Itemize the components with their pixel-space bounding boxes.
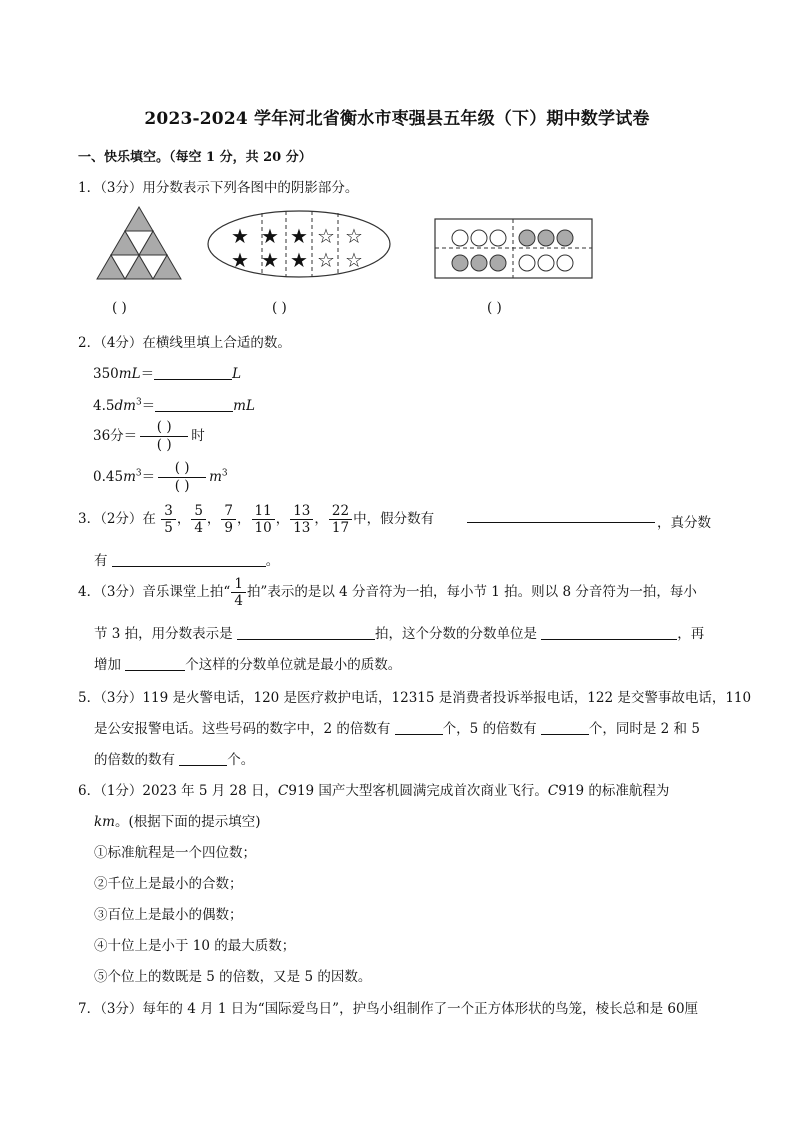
hint-3: ③百位上是最小的偶数； bbox=[94, 907, 243, 923]
hint-4: ④十位上是小于 10 的最大质数； bbox=[94, 938, 296, 954]
circle-shaded bbox=[538, 230, 554, 246]
answer-blank[interactable] bbox=[179, 751, 227, 766]
star-filled-icon: ★ bbox=[290, 224, 308, 248]
fraction: $\frac{7}{9}$ bbox=[221, 503, 236, 536]
circle-shaded bbox=[490, 255, 506, 271]
q5-line-2: 是公安报警电话。这些号码的数字中，2 的倍数有 个，5 的倍数有 个，同时是 2 和 5 bbox=[94, 721, 700, 737]
fraction: $\frac{22}{17}$ bbox=[329, 503, 352, 536]
hint-2: ②千位上是最小的合数； bbox=[94, 876, 243, 892]
q4-line-3: 增加 个这样的分数单位就是最小的质数。 bbox=[94, 657, 402, 673]
question-6: 6．（1分）2023 年 5 月 28 日，C919 国产大型客机圆满完成首次商业飞行。C919 的标准航程为 bbox=[78, 783, 670, 799]
q3-tail: ，真分数 bbox=[657, 515, 711, 531]
circle-empty bbox=[490, 230, 506, 246]
star-filled-icon: ★ bbox=[261, 224, 279, 248]
answer-blank[interactable] bbox=[154, 365, 232, 380]
section-heading: 一、快乐填空。（每空 1 分，共 20 分） bbox=[78, 150, 312, 165]
circle-empty bbox=[557, 255, 573, 271]
answer-blank[interactable] bbox=[237, 625, 375, 640]
question-3: 3．（2分）在 $\frac{3}{5}$ ， $\frac{5}{4}$ ， $\frac{7}{9}$ ， $\frac{11}{10}$ ， $\frac{13}{13}$ ， $\frac{22}{17}$ 中，假分数有 bbox=[78, 503, 435, 536]
q3-line-2: 有 。 bbox=[94, 553, 280, 569]
answer-blank[interactable] bbox=[125, 656, 185, 671]
circle-shaded bbox=[471, 255, 487, 271]
question-7: 7．（3分）每年的 4 月 1 日为“国际爱鸟日”，护鸟小组制作了一个正方体形状的鸟笼，棱长总和是 60厘 bbox=[78, 1001, 699, 1017]
star-filled-icon: ★ bbox=[231, 248, 249, 272]
fraction: $\frac{13}{13}$ bbox=[290, 503, 313, 536]
q2-line-3: 36分＝ $\frac{( )}{( )}$ 时 bbox=[93, 419, 205, 453]
circle-shaded bbox=[557, 230, 573, 246]
hint-1: ①标准航程是一个四位数； bbox=[94, 845, 256, 861]
fraction: $\frac{3}{5}$ bbox=[161, 503, 176, 536]
triangle-figure bbox=[96, 205, 182, 281]
star-filled-icon: ★ bbox=[290, 248, 308, 272]
q5-line-3: 的倍数的数有 个。 bbox=[94, 752, 255, 768]
star-empty-icon: ☆ bbox=[317, 248, 335, 272]
circles-rectangle-figure bbox=[434, 218, 594, 280]
star-empty-icon: ☆ bbox=[317, 224, 335, 248]
circle-empty bbox=[519, 255, 535, 271]
q4-line-2: 节 3 拍，用分数表示是 拍，这个分数的分数单位是 ，再 bbox=[94, 626, 705, 642]
circle-empty bbox=[452, 230, 468, 246]
exam-title: 2023-2024 学年河北省衡水市枣强县五年级（下）期中数学试卷 bbox=[144, 109, 650, 129]
answer-blank[interactable] bbox=[541, 720, 589, 735]
circle-shaded bbox=[452, 255, 468, 271]
star-filled-icon: ★ bbox=[261, 248, 279, 272]
small-triangle-shaded bbox=[125, 207, 153, 231]
stars-ellipse-figure bbox=[206, 209, 392, 279]
question-2: 2．（4分）在横线里填上合适的数。 bbox=[78, 335, 291, 351]
q2-line-1: 350mL＝ L bbox=[93, 366, 242, 382]
question-5: 5．（3分）119 是火警电话，120 是医疗救护电话，12315 是消费者投诉举报电话，122 是交警事故电话，110 bbox=[78, 690, 752, 706]
answer-paren-2: ( ) bbox=[272, 300, 287, 316]
answer-blank[interactable] bbox=[541, 625, 677, 640]
question-1: 1．（3分）用分数表示下列各图中的阴影部分。 bbox=[78, 180, 359, 196]
star-filled-icon: ★ bbox=[231, 224, 249, 248]
circle-empty bbox=[471, 230, 487, 246]
fraction: $\frac{11}{10}$ bbox=[252, 503, 275, 536]
hint-5: ⑤个位上的数既是 5 的倍数，又是 5 的因数。 bbox=[94, 969, 372, 985]
fraction: $\frac{5}{4}$ bbox=[191, 503, 206, 536]
answer-blank[interactable] bbox=[112, 552, 266, 567]
star-empty-icon: ☆ bbox=[345, 224, 363, 248]
question-4: 4．（3分）音乐课堂上拍“ $\frac{1}{4}$ 拍”表示的是以 4 分音符为一拍，每小节 1 拍。则以 8 分音符为一拍，每小 bbox=[78, 576, 697, 609]
q2-line-2: $4.5dm^3=$ mL bbox=[93, 397, 255, 414]
answer-blank[interactable] bbox=[395, 720, 443, 735]
q2-line-4: $0.45m^3=$ $\frac{( )}{( )}$ $m^3$ bbox=[93, 460, 228, 494]
answer-blank[interactable] bbox=[467, 512, 655, 523]
answer-paren-3: ( ) bbox=[487, 300, 502, 316]
q6-line-2: km。(根据下面的提示填空) bbox=[94, 814, 261, 830]
star-empty-icon: ☆ bbox=[345, 248, 363, 272]
answer-paren-1: ( ) bbox=[112, 300, 127, 316]
circle-shaded bbox=[519, 230, 535, 246]
answer-blank[interactable] bbox=[155, 397, 233, 412]
circle-empty bbox=[538, 255, 554, 271]
